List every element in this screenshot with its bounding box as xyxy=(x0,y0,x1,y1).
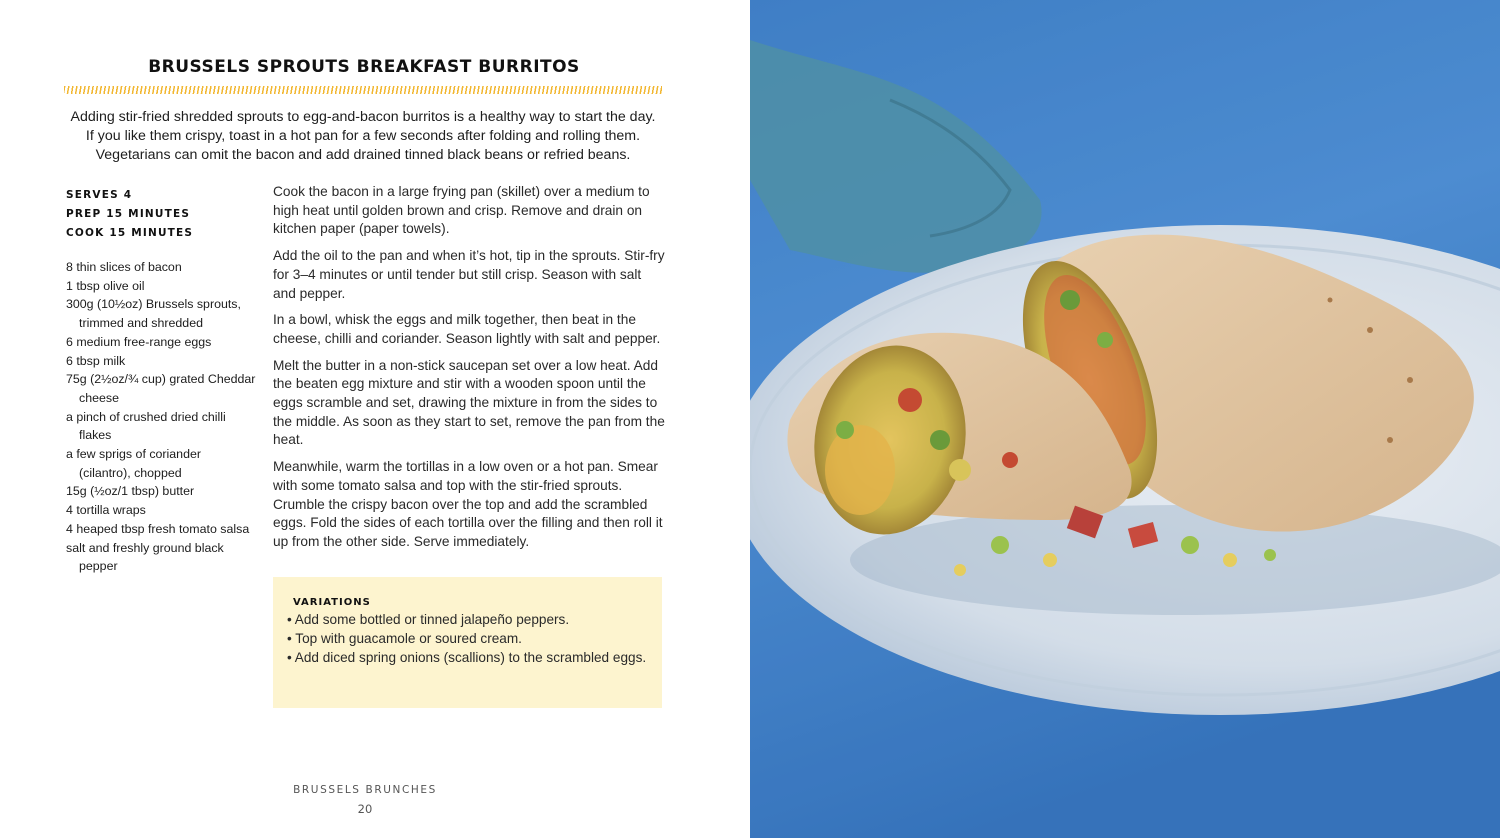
cook-time-label: COOK 15 MINUTES xyxy=(66,227,194,239)
footer-section-name: BRUSSELS BRUNCHES xyxy=(293,784,437,796)
ingredient-item: 6 tbsp milk xyxy=(66,353,126,368)
recipe-meta xyxy=(66,186,256,243)
prep-time-label: PREP 15 MINUTES xyxy=(66,208,191,220)
method-step: Meanwhile, warm the tortillas in a low oven or a hot pan. Smear with some tomato salsa and top with the stir-fried sprouts. Crumble the crispy bacon over the top and add the scrambled eggs. Fold the sides of each tortilla over the filling and then roll it up from the other side. Serve immediately. xyxy=(273,459,663,549)
variation-item: • Add diced spring onions (scallions) to the scrambled eggs. xyxy=(287,650,647,665)
method-step: In a bowl, whisk the eggs and milk together, then beat in the cheese, chilli and coriander. Season lightly with salt and pepper. xyxy=(273,312,661,346)
method-steps xyxy=(273,183,665,560)
variation-item: • Top with guacamole or soured cream. xyxy=(287,631,522,646)
ingredient-item: 300g (10½oz) Brussels sprouts, trimmed and shredded xyxy=(66,297,241,331)
ingredient-item: 4 heaped tbsp fresh tomato salsa xyxy=(66,521,250,536)
serves-label: SERVES 4 xyxy=(66,189,133,201)
method-step: Add the oil to the pan and when it’s hot, tip in the sprouts. Stir-fry for 3–4 minutes or until tender but still crisp. Season with salt and pepper. xyxy=(273,248,665,301)
ingredients-list xyxy=(66,258,256,576)
variations-box xyxy=(273,577,662,708)
ingredient-item: 1 tbsp olive oil xyxy=(66,278,145,293)
variation-item: • Add some bottled or tinned jalapeño peppers. xyxy=(287,612,570,627)
recipe-intro xyxy=(62,108,664,165)
method-step: Cook the bacon in a large frying pan (skillet) over a medium to high heat until golden brown and crisp. Remove and drain on kitchen paper (paper towels). xyxy=(273,184,650,237)
ingredient-item: 15g (½oz/1 tbsp) butter xyxy=(66,484,195,499)
recipe-title: BRUSSELS SPROUTS BREAKFAST BURRITOS xyxy=(148,57,580,77)
ingredient-item: a few sprigs of coriander (cilantro), chopped xyxy=(66,447,201,480)
ingredient-item: 8 thin slices of bacon xyxy=(66,260,182,274)
intro-line: Vegetarians can omit the bacon and add drained tinned black beans or refried beans. xyxy=(95,147,631,163)
burrito-photo xyxy=(750,0,1500,838)
ingredient-item: salt and freshly ground black pepper xyxy=(66,540,224,574)
variations-heading: VARIATIONS xyxy=(293,597,371,608)
title-underline-hatch xyxy=(64,86,662,94)
ingredient-item: 75g (2½oz/¾ cup) grated Cheddar cheese xyxy=(66,372,256,405)
page-number: 20 xyxy=(357,802,373,816)
ingredient-item: 4 tortilla wraps xyxy=(66,503,146,518)
intro-line: If you like them crispy, toast in a hot pan for a few seconds after folding and rolling them. xyxy=(85,128,641,144)
ingredient-item: 6 medium free-range eggs xyxy=(66,334,212,349)
intro-line: Adding stir-fried shredded sprouts to egg-and-bacon burritos is a healthy way to start the day. xyxy=(70,109,656,125)
method-step: Melt the butter in a non-stick saucepan set over a low heat. Add the beaten egg mixture and stir with a wooden spoon until the eggs scramble and set, drawing the mixture in from the sides to the middle. As soon as they start to set, remove the pan from the heat. xyxy=(273,357,665,448)
ingredient-item: a pinch of crushed dried chilli flakes xyxy=(66,409,226,443)
